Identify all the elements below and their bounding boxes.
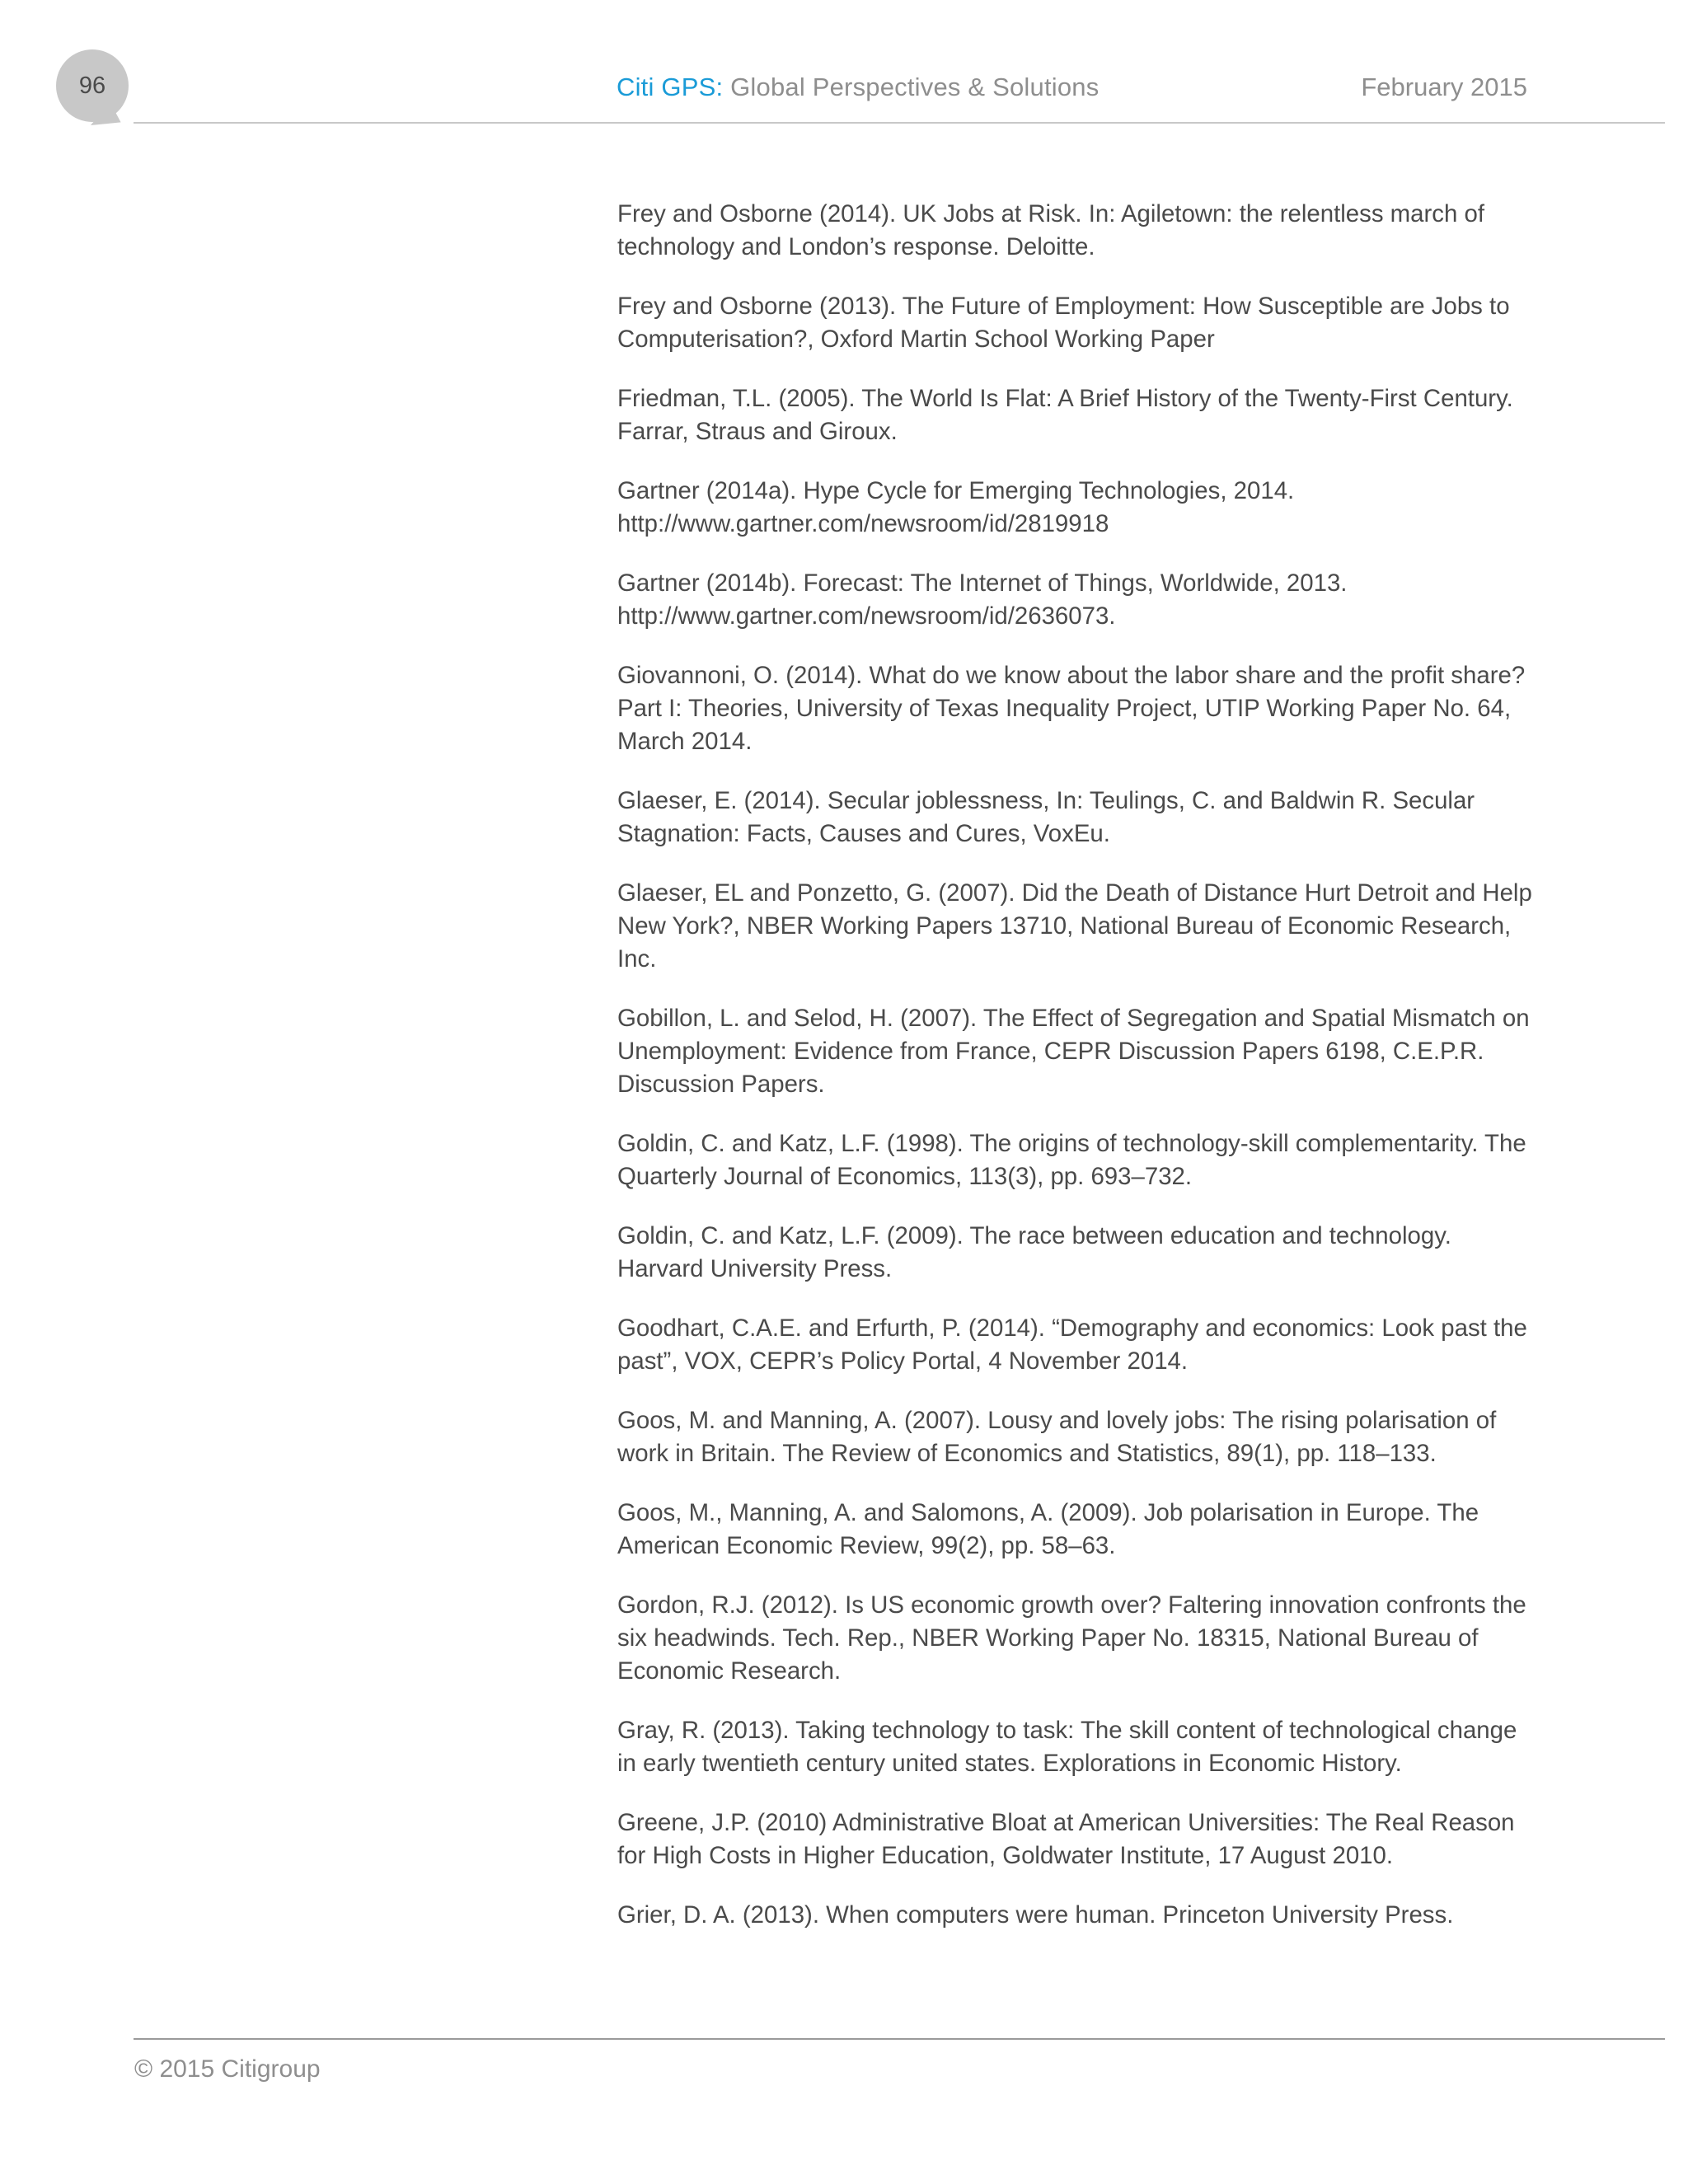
brand-name: Citi GPS:: [617, 73, 724, 101]
reference-item: Frey and Osborne (2014). UK Jobs at Risk. In: Agiletown: the relentless march of technology and London’s response. Deloitte.: [617, 200, 1485, 260]
footer-divider: [134, 2038, 1665, 2040]
reference-item: Friedman, T.L. (2005). The World Is Flat: A Brief History of the Twenty-First Century. Farrar, Straus and Giroux.: [617, 385, 1513, 445]
footer-copyright: © 2015 Citigroup: [134, 2055, 321, 2083]
reference-item: Gordon, R.J. (2012). Is US economic growth over? Faltering innovation confronts the six headwinds. Tech. Rep., NBER Working Paper No. 18315, National Bureau of Economic Research.: [617, 1591, 1526, 1685]
reference-item: Goldin, C. and Katz, L.F. (2009). The race between education and technology. Harvard University Press.: [617, 1222, 1451, 1282]
reference-item: Goos, M., Manning, A. and Salomons, A. (2009). Job polarisation in Europe. The American Economic Review, 99(2), pp. 58–63.: [617, 1499, 1479, 1559]
reference-item: Glaeser, E. (2014). Secular joblessness, In: Teulings, C. and Baldwin R. Secular Stagnation: Facts, Causes and Cures, VoxEu.: [617, 787, 1475, 847]
brand-tagline: Global Perspectives & Solutions: [730, 73, 1100, 101]
page-number: 96: [78, 72, 106, 99]
reference-item: Goodhart, C.A.E. and Erfurth, P. (2014). “Demography and economics: Look past the past”, VOX, CEPR’s Policy Portal, 4 November 2014.: [617, 1315, 1527, 1375]
header-date: February 2015: [1361, 73, 1527, 101]
reference-item: Gray, R. (2013). Taking technology to task: The skill content of technological change in early twentieth century united states. Explorations in Economic History.: [617, 1717, 1517, 1777]
reference-item: Gartner (2014a). Hype Cycle for Emerging Technologies, 2014. http://www.gartner.com/newsroom/id/2819918: [617, 477, 1295, 537]
reference-item: Goldin, C. and Katz, L.F. (1998). The origins of technology-skill complementarity. The Quarterly Journal of Economics, 113(3), pp. 693–732.: [617, 1130, 1526, 1190]
reference-item: Gobillon, L. and Selod, H. (2007). The Effect of Segregation and Spatial Mismatch on Unemployment: Evidence from France, CEPR Discussion Papers 6198, C.E.P.R. Discussion Papers.: [617, 1005, 1530, 1098]
reference-item: Giovannoni, O. (2014). What do we know about the labor share and the profit share? Part I: Theories, University of Texas Inequality Project, UTIP Working Paper No. 64, March 2014.: [617, 662, 1526, 755]
reference-list: [617, 198, 1536, 1958]
reference-item: Grier, D. A. (2013). When computers were human. Princeton University Press.: [617, 1901, 1454, 1929]
reference-item: Frey and Osborne (2013). The Future of Employment: How Susceptible are Jobs to Computerisation?, Oxford Martin School Working Paper: [617, 293, 1510, 353]
reference-item: Glaeser, EL and Ponzetto, G. (2007). Did the Death of Distance Hurt Detroit and Help New York?, NBER Working Papers 13710, National Bureau of Economic Research, Inc.: [617, 879, 1532, 972]
reference-item: Greene, J.P. (2010) Administrative Bloat at American Universities: The Real Reason for High Costs in Higher Education, Goldwater Institute, 17 August 2010.: [617, 1809, 1515, 1869]
reference-item: Gartner (2014b). Forecast: The Internet of Things, Worldwide, 2013. http://www.gartner.com/newsroom/id/2636073.: [617, 569, 1348, 630]
header-brand: [617, 73, 1099, 102]
header-divider: [134, 122, 1665, 124]
reference-item: Goos, M. and Manning, A. (2007). Lousy and lovely jobs: The rising polarisation of work in Britain. The Review of Economics and Statistics, 89(1), pp. 118–133.: [617, 1407, 1497, 1467]
